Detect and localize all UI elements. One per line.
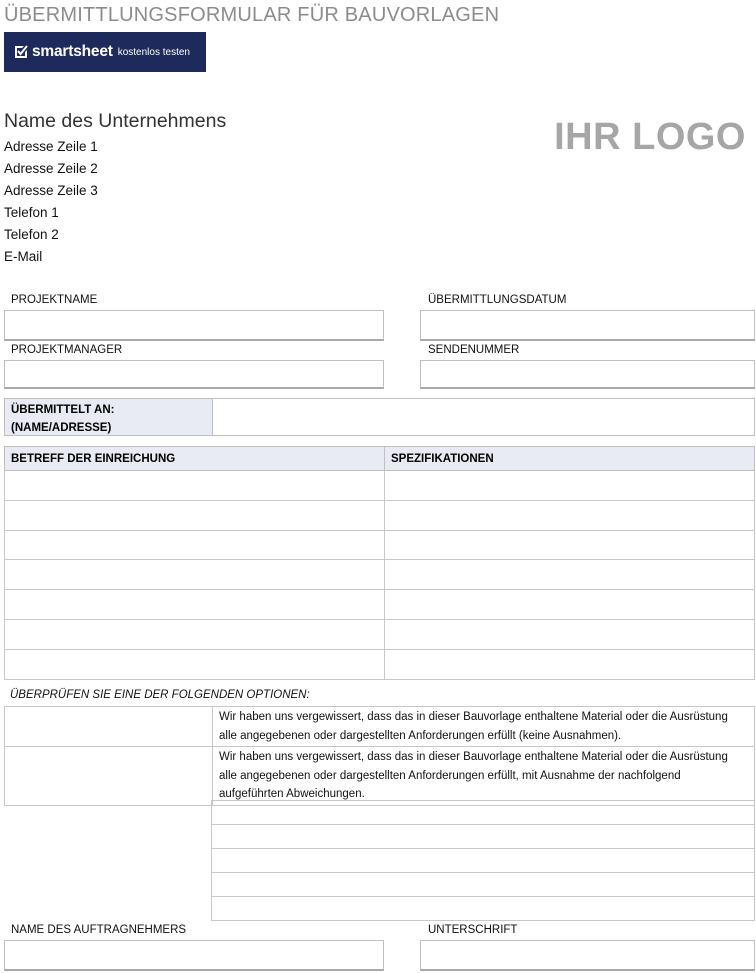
project-manager-label: PROJEKTMANAGER bbox=[11, 344, 123, 356]
signature-label: UNTERSCHRIFT bbox=[428, 924, 518, 936]
smartsheet-check-icon bbox=[14, 45, 28, 59]
options-table bbox=[4, 706, 755, 806]
subject-cell[interactable] bbox=[5, 471, 385, 501]
sent-to-field[interactable] bbox=[213, 399, 754, 435]
table-row bbox=[5, 590, 755, 620]
spec-cell[interactable] bbox=[385, 500, 755, 530]
phone-1: Telefon 1 bbox=[4, 205, 59, 220]
submission-date-label: ÜBERMITTLUNGSDATUM bbox=[428, 294, 567, 306]
address-line-2: Adresse Zeile 2 bbox=[4, 161, 98, 176]
table-row bbox=[5, 619, 755, 649]
submission-date-field[interactable] bbox=[420, 310, 755, 341]
submission-table bbox=[4, 446, 755, 680]
table-row bbox=[5, 471, 755, 501]
banner-brand: smartsheet bbox=[32, 43, 113, 60]
spec-cell[interactable] bbox=[385, 619, 755, 649]
table-row bbox=[5, 649, 755, 679]
option-2-text: Wir haben uns vergewissert, dass das in dieser Bauvorlage enthaltene Material oder die Ausrüstung alle angegebenen oder dargestellten Anforderungen erfüllt, mit Ausnahme der nachfolgend aufgeführten Abweichungen. bbox=[213, 747, 755, 806]
subject-cell[interactable] bbox=[5, 590, 385, 620]
exception-line[interactable] bbox=[212, 825, 755, 849]
project-name-label: PROJEKTNAME bbox=[11, 294, 98, 306]
table-row bbox=[5, 500, 755, 530]
spec-cell[interactable] bbox=[385, 530, 755, 560]
submission-subject-header: BETREFF DER EINREICHUNG bbox=[5, 447, 385, 471]
subject-cell[interactable] bbox=[5, 649, 385, 679]
contractor-name-field[interactable] bbox=[4, 940, 384, 971]
spec-cell[interactable] bbox=[385, 590, 755, 620]
sent-to-label: ÜBERMITTELT AN: (NAME/ADRESSE) bbox=[5, 399, 213, 435]
project-name-field[interactable] bbox=[4, 310, 384, 341]
exception-line[interactable] bbox=[212, 801, 755, 825]
subject-cell[interactable] bbox=[5, 619, 385, 649]
exceptions-lines bbox=[211, 800, 755, 921]
sent-to-row bbox=[4, 398, 755, 436]
exception-line[interactable] bbox=[212, 849, 755, 873]
subject-cell[interactable] bbox=[5, 530, 385, 560]
project-manager-field[interactable] bbox=[4, 360, 384, 389]
signature-field[interactable] bbox=[420, 940, 755, 971]
email: E-Mail bbox=[4, 249, 43, 264]
option-2-checkbox[interactable] bbox=[5, 747, 213, 806]
spec-cell[interactable] bbox=[385, 649, 755, 679]
spec-cell[interactable] bbox=[385, 560, 755, 590]
send-number-field[interactable] bbox=[420, 360, 755, 389]
spec-cell[interactable] bbox=[385, 471, 755, 501]
table-row bbox=[5, 560, 755, 590]
options-heading: ÜBERPRÜFEN SIE EINE DER FOLGENDEN OPTIONEN: bbox=[10, 689, 310, 701]
logo-placeholder: IHR LOGO bbox=[554, 116, 746, 158]
subject-cell[interactable] bbox=[5, 500, 385, 530]
specifications-header: SPEZIFIKATIONEN bbox=[385, 447, 755, 471]
exception-line[interactable] bbox=[212, 873, 755, 897]
subject-cell[interactable] bbox=[5, 560, 385, 590]
exception-line[interactable] bbox=[212, 897, 755, 921]
company-name: Name des Unternehmens bbox=[4, 110, 227, 132]
send-number-label: SENDENUMMER bbox=[428, 344, 520, 356]
table-row bbox=[5, 530, 755, 560]
form-title: ÜBERMITTLUNGSFORMULAR FÜR BAUVORLAGEN bbox=[4, 4, 500, 26]
banner-subtitle: kostenlos testen bbox=[117, 46, 190, 58]
phone-2: Telefon 2 bbox=[4, 227, 59, 242]
contractor-name-label: NAME DES AUFTRAGNEHMERS bbox=[11, 924, 187, 936]
smartsheet-banner[interactable] bbox=[4, 32, 206, 72]
option-1-checkbox[interactable] bbox=[5, 707, 213, 747]
address-line-3: Adresse Zeile 3 bbox=[4, 183, 98, 198]
address-line-1: Adresse Zeile 1 bbox=[4, 139, 98, 154]
option-1-text: Wir haben uns vergewissert, dass das in dieser Bauvorlage enthaltene Material oder die Ausrüstung alle angegebenen oder dargestellten Anforderungen erfüllt (keine Ausnahmen). bbox=[213, 707, 755, 747]
